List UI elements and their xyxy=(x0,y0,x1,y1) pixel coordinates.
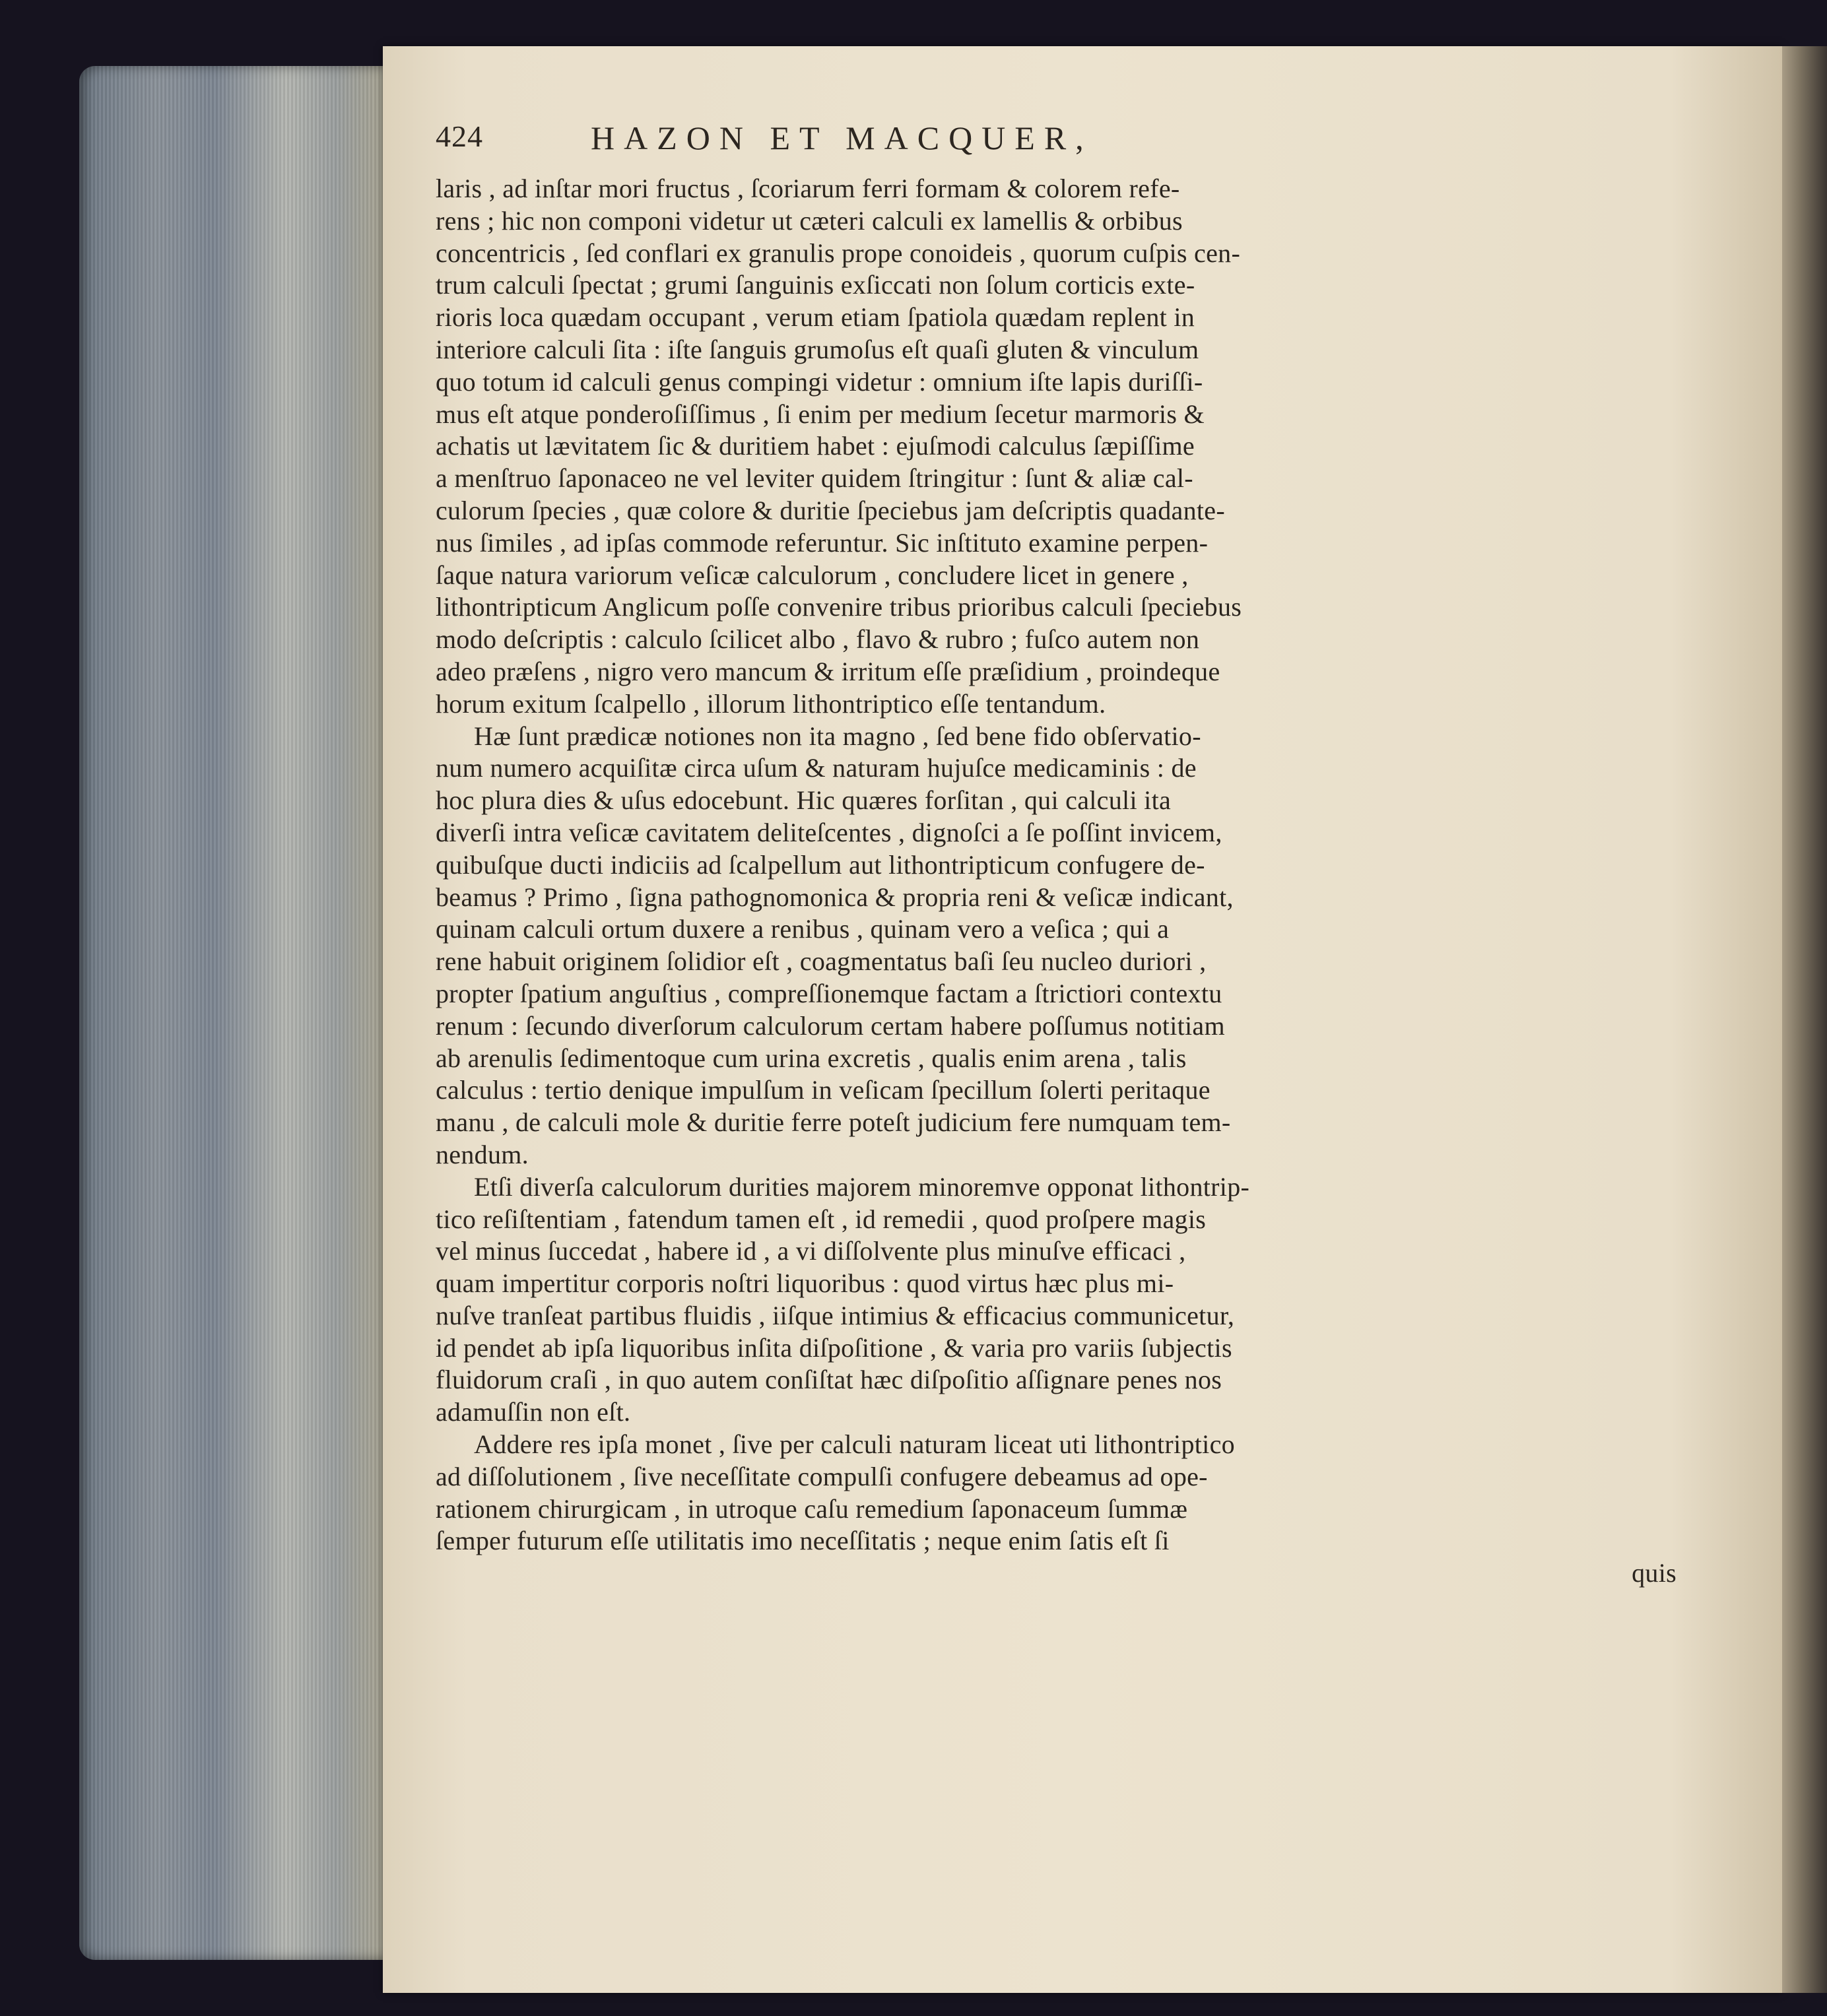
page-number: 424 xyxy=(436,119,483,153)
text-line: rens ; hic non componi videtur ut cæteri calculi ex lamellis & orbibus xyxy=(436,205,1183,236)
text-line: quibuſque ducti indiciis ad ſcalpellum aut lithontripticum confugere de- xyxy=(436,849,1205,880)
text-line: Hæ ſunt prædicæ notiones non ita magno , ſed bene fido obſervatio- xyxy=(474,721,1201,751)
running-head xyxy=(436,119,1096,172)
text-line: beamus ? Primo , ſigna pathognomonica & propria reni & veſicæ indicant, xyxy=(436,882,1234,912)
text-line: nus ſimiles , ad ipſas commode referuntur. Sic inſtituto examine perpen- xyxy=(436,527,1209,558)
text-line: nendum. xyxy=(436,1139,529,1169)
text-line: Addere res ipſa monet , ſive per calculi naturam liceat uti lithontriptico xyxy=(474,1429,1235,1460)
text-line: adamuſſin non eſt. xyxy=(436,1397,631,1427)
text-line: manu , de calculi mole & duritie ferre poteſt judicium fere numquam tem- xyxy=(436,1107,1231,1138)
text-line: quo totum id calculi genus compingi videtur : omnium iſte lapis duriſſi- xyxy=(436,366,1203,397)
facing-page-edge xyxy=(1782,46,1827,1993)
text-line: trum calculi ſpectat ; grumi ſanguinis exſiccati non ſolum corticis exte- xyxy=(436,270,1195,300)
text-line: mus eſt atque ponderoſiſſimus , ſi enim per medium ſecetur marmoris & xyxy=(436,399,1205,429)
text-line: rioris loca quædam occupant , verum etiam ſpatiola quædam replent in xyxy=(436,302,1195,333)
text-line: laris , ad inſtar mori fructus , ſcoriarum ferri formam & colorem refe- xyxy=(436,174,1180,203)
text-line: adeo præſens , nigro vero mancum & irritum eſſe præſidium , proindeque xyxy=(436,656,1220,686)
text-line: quam impertitur corporis noſtri liquoribus : quod virtus hæc plus mi- xyxy=(436,1268,1174,1299)
text-line: achatis ut lævitatem ſic & duritiem habet : ejuſmodi calculus ſæpiſſime xyxy=(436,431,1195,461)
text-line: quinam calculi ortum duxere a renibus , quinam vero a veſica ; qui a xyxy=(436,914,1170,944)
text-line: Etſi diverſa calculorum durities majorem minoremve opponat lithontrip- xyxy=(474,1171,1250,1202)
text-line: hoc plura dies & uſus edocebunt. Hic quæres forſitan , qui calculi ita xyxy=(436,785,1172,816)
text-line: horum exitum ſcalpello , illorum lithontriptico eſſe tentandum. xyxy=(436,688,1106,719)
catchword: quis xyxy=(1632,1558,1677,1588)
body-text xyxy=(436,173,1677,1590)
book-fore-edge xyxy=(79,66,436,1960)
text-line: id pendet ab ipſa liquoribus inſita diſpoſitione , & varia pro variis ſubjectis xyxy=(436,1332,1232,1363)
text-line: nuſve tranſeat partibus fluidis , iiſque intimius & efficacius communicetur, xyxy=(436,1300,1235,1330)
text-line: diverſi intra veſicæ cavitatem deliteſcentes , dignoſci a ſe poſſint invicem, xyxy=(436,817,1222,847)
text-line: concentricis , ſed conflari ex granulis prope conoideis , quorum cuſpis cen- xyxy=(436,238,1241,268)
text-line: ad diſſolutionem , ſive neceſſitate compulſi confugere debeamus ad ope- xyxy=(436,1461,1208,1491)
text-line: ſaque natura variorum veſicæ calculorum , concludere licet in genere , xyxy=(436,560,1189,590)
text-line: tico reſiſtentiam , fatendum tamen eſt , id remedii , quod proſpere magis xyxy=(436,1204,1207,1234)
text-line: num numero acquiſitæ circa uſum & naturam hujuſce medicaminis : de xyxy=(436,753,1197,783)
text-line: rene habuit originem ſolidior eſt , coagmentatus baſi ſeu nucleo duriori , xyxy=(436,946,1207,977)
running-title: HAZON ET MACQUER, xyxy=(591,119,1093,156)
text-line: modo deſcriptis : calculo ſcilicet albo , flavo & rubro ; fuſco autem non xyxy=(436,624,1200,655)
text-line: propter ſpatium anguſtius , compreſſionemque factam a ſtrictiori contextu xyxy=(436,978,1222,1008)
text-line: culorum ſpecies , quæ colore & duritie ſpeciebus jam deſcriptis quadante- xyxy=(436,495,1225,525)
text-line: ſemper futurum eſſe utilitatis imo neceſſitatis ; neque enim ſatis eſt ſi xyxy=(436,1526,1170,1556)
text-line: rationem chirurgicam , in utroque caſu remedium ſaponaceum ſummæ xyxy=(436,1493,1188,1524)
text-line: fluidorum craſi , in quo autem conſiſtat hæc diſpoſitio aſſignare penes nos xyxy=(436,1365,1222,1395)
text-line: interiore calculi ſita : iſte ſanguis grumoſus eſt quaſi gluten & vinculum xyxy=(436,334,1199,364)
text-line: calculus : tertio denique impulſum in veſicam ſpecillum ſolerti peritaque xyxy=(436,1075,1211,1105)
text-line: a menſtruo ſaponaceo ne vel leviter quidem ſtringitur : ſunt & aliæ cal- xyxy=(436,463,1193,494)
text-line: vel minus ſuccedat , habere id , a vi diſſolvente plus minuſve efficaci , xyxy=(436,1236,1186,1266)
text-line: lithontripticum Anglicum poſſe convenire tribus prioribus calculi ſpeciebus xyxy=(436,592,1242,622)
text-line: renum : ſecundo diverſorum calculorum certam habere poſſumus notitiam xyxy=(436,1010,1225,1041)
text-line: ab arenulis ſedimentoque cum urina excretis , qualis enim arena , talis xyxy=(436,1043,1187,1073)
